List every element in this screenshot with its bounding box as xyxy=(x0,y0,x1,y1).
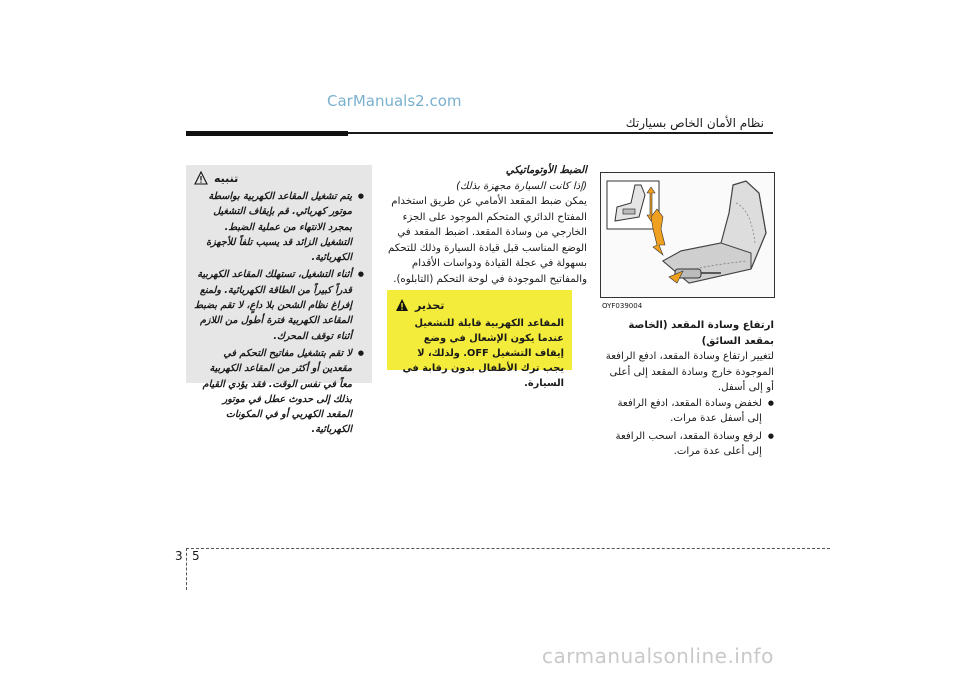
figure-code: OYF039004 xyxy=(602,302,643,310)
seat-illustration xyxy=(601,173,774,297)
caution-header xyxy=(194,171,364,185)
middle-column xyxy=(387,163,587,287)
page-number: 5 xyxy=(192,549,200,563)
section-subheading: (إذا كانت السيارة مجهزة بذلك) xyxy=(456,180,587,192)
list-item: ● يتم تشغيل المقاعد الكهربية بواسطة موتور كهربائي. قم بإيقاف التشغيل بمجرد الانتهاء من عملية الضبط. التشغيل الزائد قد يسبب تلفاً للأجهزة الكهربائية. xyxy=(194,189,364,265)
warning-header xyxy=(395,298,564,312)
warning-icon xyxy=(395,298,409,312)
caution-bullets xyxy=(194,189,364,438)
watermark-top: CarManuals2.com xyxy=(327,92,462,110)
caution-title: تنبيه xyxy=(214,171,239,185)
list-item: ● لا تقم بتشغيل مفاتيح التحكم في مقعدين أو أكثر من المقاعد الكهربية معاً في نفس الوقت. فقد يؤدي القيام بذلك إلى حدوث عطل في موتور المقعد الكهربي أو في المكونات الكهربائية. xyxy=(194,346,364,438)
warning-text: المقاعد الكهربية قابلة للتشغيل عندما يكون الإشعال في وضع إيقاف التشغيل OFF. ولذلك، لا يجب ترك الأطفال بدون رقابة في السيارة. xyxy=(402,318,564,389)
section-heading-seat-height: ارتفاع وسادة المقعد (الخاصة بمقعد السائق) xyxy=(628,320,774,347)
warning-box xyxy=(387,290,572,389)
warning-title: تحذير xyxy=(415,298,445,312)
section-heading-power-adjust: الضبط الأوتوماتيكي xyxy=(505,165,587,176)
seat-height-bullets xyxy=(600,396,774,460)
caution-icon xyxy=(194,171,208,185)
power-adjust-paragraph: يمكن ضبط المقعد الأمامي عن طريق استخدام المفتاح الدائري المتحكم الموجود على الجزء الخارجي من وسادة المقعد. اضبط المقعد في الوضع المناسب قبل قيادة السيارة وذلك للتحكم بسهولة في عجلة القيادة ودواسات الأقدام والمفاتيح الموجودة في لوحة التحكم (التابلوه). xyxy=(388,196,587,285)
seat-height-intro: لتغيير ارتفاع وسادة المقعد، ادفع الرافعة الموجودة خارج وسادة المقعد إلى أعلى أو إلى أسفل. xyxy=(605,351,774,393)
header-bar xyxy=(186,131,348,136)
list-item: ● لخفض وسادة المقعد، ادفع الرافعة إلى أسفل عدة مرات. xyxy=(600,396,774,427)
caution-box xyxy=(186,165,372,436)
list-item: ● لرفع وسادة المقعد، اسحب الرافعة إلى أعلى عدة مرات. xyxy=(600,429,774,460)
watermark-bottom: carmanualsonline.info xyxy=(542,644,774,668)
page-header-title: نظام الأمان الخاص بسيارتك xyxy=(625,116,764,130)
right-column xyxy=(600,318,774,462)
seat-figure xyxy=(600,172,775,298)
chapter-number: 3 xyxy=(175,549,183,563)
footer-divider xyxy=(186,548,187,590)
list-item: ● أثناء التشغيل، تستهلك المقاعد الكهربية قدراً كبيراً من الطاقة الكهربائية. ولمنع إفراغ نظام الشحن بلا داعٍ، لا تقم بضبط المقاعد الكهربية فترة أطول من اللازم أثناء توقف المحرك. xyxy=(194,267,364,343)
footer-rule xyxy=(186,548,830,549)
